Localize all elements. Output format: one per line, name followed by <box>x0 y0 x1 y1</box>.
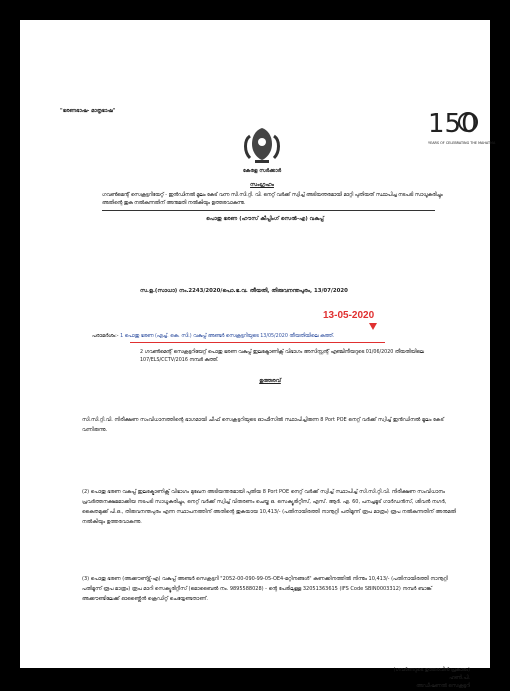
order-title: ഉത്തരവ് <box>259 378 281 384</box>
document-page <box>20 20 496 689</box>
state-name: കേരള സർക്കാർ <box>242 168 282 174</box>
signature-name: ഹണി.പി. <box>449 676 470 681</box>
signature-block <box>350 667 470 691</box>
anniversary-number: 150 <box>428 109 478 139</box>
anniversary-caption: YEARS OF CELEBRATING THE MAHATMA <box>428 141 496 145</box>
paragraph-2: (2) പൊതു ഭരണ വകുപ്പ് ഇലക്ട്രോണിക്സ് വിഭാഗം മുഖേന അടിയന്തരമായി പുതിയ 8 Port POE നെറ്റ് വർക്ക് സ്വിച്ച് സ്ഥാപിച്ച് സി.സി.റ്റി.വി. നിരീക്ഷണ സംവിധാനം പ്രവർത്തനക്ഷമമാക്കിയ നടപടി സാധൂകരിച്ചും, നെറ്റ് വർക്ക് സ്വിച്ച് വിതരണം ചെയ്ത ഒ. സെക്യൂരിറ്റീസ്, എസ്. ആർ. എ. 60, പനച്ചമൂട് ഗാർഡൻസ്, ശിവൻ നഗർ, കൈതമുക്ക് പി.ഒ., തിരുവനന്തപുരം എന്ന സ്ഥാപനത്തിന് അതിന്റെ തുകയായ 10,413/- (പതിനായിരത്തി നാനൂറ്റി പതിമൂന്ന് രൂപ മാത്രം) രൂപ നൽകുന്നതിന് അനുമതി നൽകിയും ഉത്തരവാകുന്നു. <box>82 489 457 525</box>
subject-text: ഗവൺമെന്റ് സെക്രട്ടറിയേറ്റ് - ഇൻഡിനൽ മൂലം കേട് വന്ന സി.സി.റ്റി. വി. നെറ്റ് വർക്ക് സ്വിച്ച് അടിയന്തരമായി മാറ്റി പുതിയത് സ്ഥാപിച്ച നടപടി സാധൂകരിച്ചും അതിന്റെ തുക നൽകുന്നതിന് അനുമതി നൽകിയും ഉത്തരവാകുന്നു. <box>102 193 443 206</box>
gandhi-150-logo <box>424 102 496 162</box>
reference-label: പരാമർശം:- <box>92 334 119 339</box>
signature-authority: (ഗവർണറുടെ ഉത്തരവിൻ പ്രകാരം) <box>393 668 470 673</box>
reference-2: 2 ഗവൺമെന്റ് സെക്രട്ടറിയേറ്റ് പൊതു ഭരണ വകുപ്പ് ഇലക്ട്രോണിക്സ് വിഭാഗം അസിസ്റ്റന്റ് എഞ്ചിനീയറുടെ 01/06/2020 തീയതിയിലെ 107/ELS/CCTV/2016 നമ്പർ കത്ത്. <box>140 350 424 363</box>
paragraph-1: സി.സി.റ്റി.വി. നിരീക്ഷണ സംവിധാനത്തിന്റെ ഭാഗമായി ചീഫ് സെക്രട്ടറിയുടെ ഓഫീസിൽ സ്ഥാപിച്ചിരുന്ന 8 Port POE നെറ്റ് വർക്ക് സ്വിച്ച് ഇൻഡിനൽ മൂലം കേട് വന്നിരുന്നു. <box>82 417 444 433</box>
kerala-emblem-icon <box>240 122 284 166</box>
paragraph-3: (3) പൊതു ഭരണ (അക്കൗണ്ട്സ്-എ) വകുപ്പ് അണ്ടർ സെക്രട്ടറി "2052-00-090-99-05-OE4-മറ്റിനങ്ങൾ" കണക്കിനത്തിൽ നിന്നും 10,413/- (പതിനായിരത്തി നാനൂറ്റി പതിമൂന്ന് രൂപ മാത്രം) രൂപ മാറി സെക്യൂരിറ്റീസ് (മൊബൈൽ നം. 9895588028) - ന്റെ പേരിലുള്ള 32051363615 (IFS Code SBIN0003312) നമ്പർ ബാങ്ക് അക്കൗണ്ടിലേക്ക് ഓൺ്ലൈൻ ക്രെഡിറ്റ് ചെയ്യേണ്ടതാണ്. <box>82 576 448 602</box>
arrow-down-icon <box>369 323 377 330</box>
department-name: പൊതു ഭരണ (ഹൗസ് കീപ്പിംഗ് സെൽ-എ) വകുപ്പ് <box>206 216 324 222</box>
slogan-text: "ഭരണഭാഷ- മാതൃഭാഷ" <box>60 108 116 114</box>
reference-1 <box>92 333 462 339</box>
reference-underline <box>130 342 385 343</box>
subject-divider <box>102 210 435 211</box>
abstract-title: സംഗ്രഹം <box>250 182 274 188</box>
order-number: സ.ഉ.(സാധാ) നം.2243/2020/പൊ.ഭ.വ. തീയതി, തിരുവനന്തപുരം, 13/07/2020 <box>140 288 348 294</box>
signature-designation: അഡീഷണൽ സെക്രട്ടറി <box>416 684 470 689</box>
reference-1-text: 1 പൊതു ഭരണ (എച്ച്. കെ. സി.) വകുപ്പ് അണ്ടർ സെക്രട്ടറിയുടെ 13/05/2020 തീയതിയിലെ കത്ത്. <box>120 334 335 339</box>
handwritten-date-annotation: 13-05-2020 <box>323 310 375 321</box>
